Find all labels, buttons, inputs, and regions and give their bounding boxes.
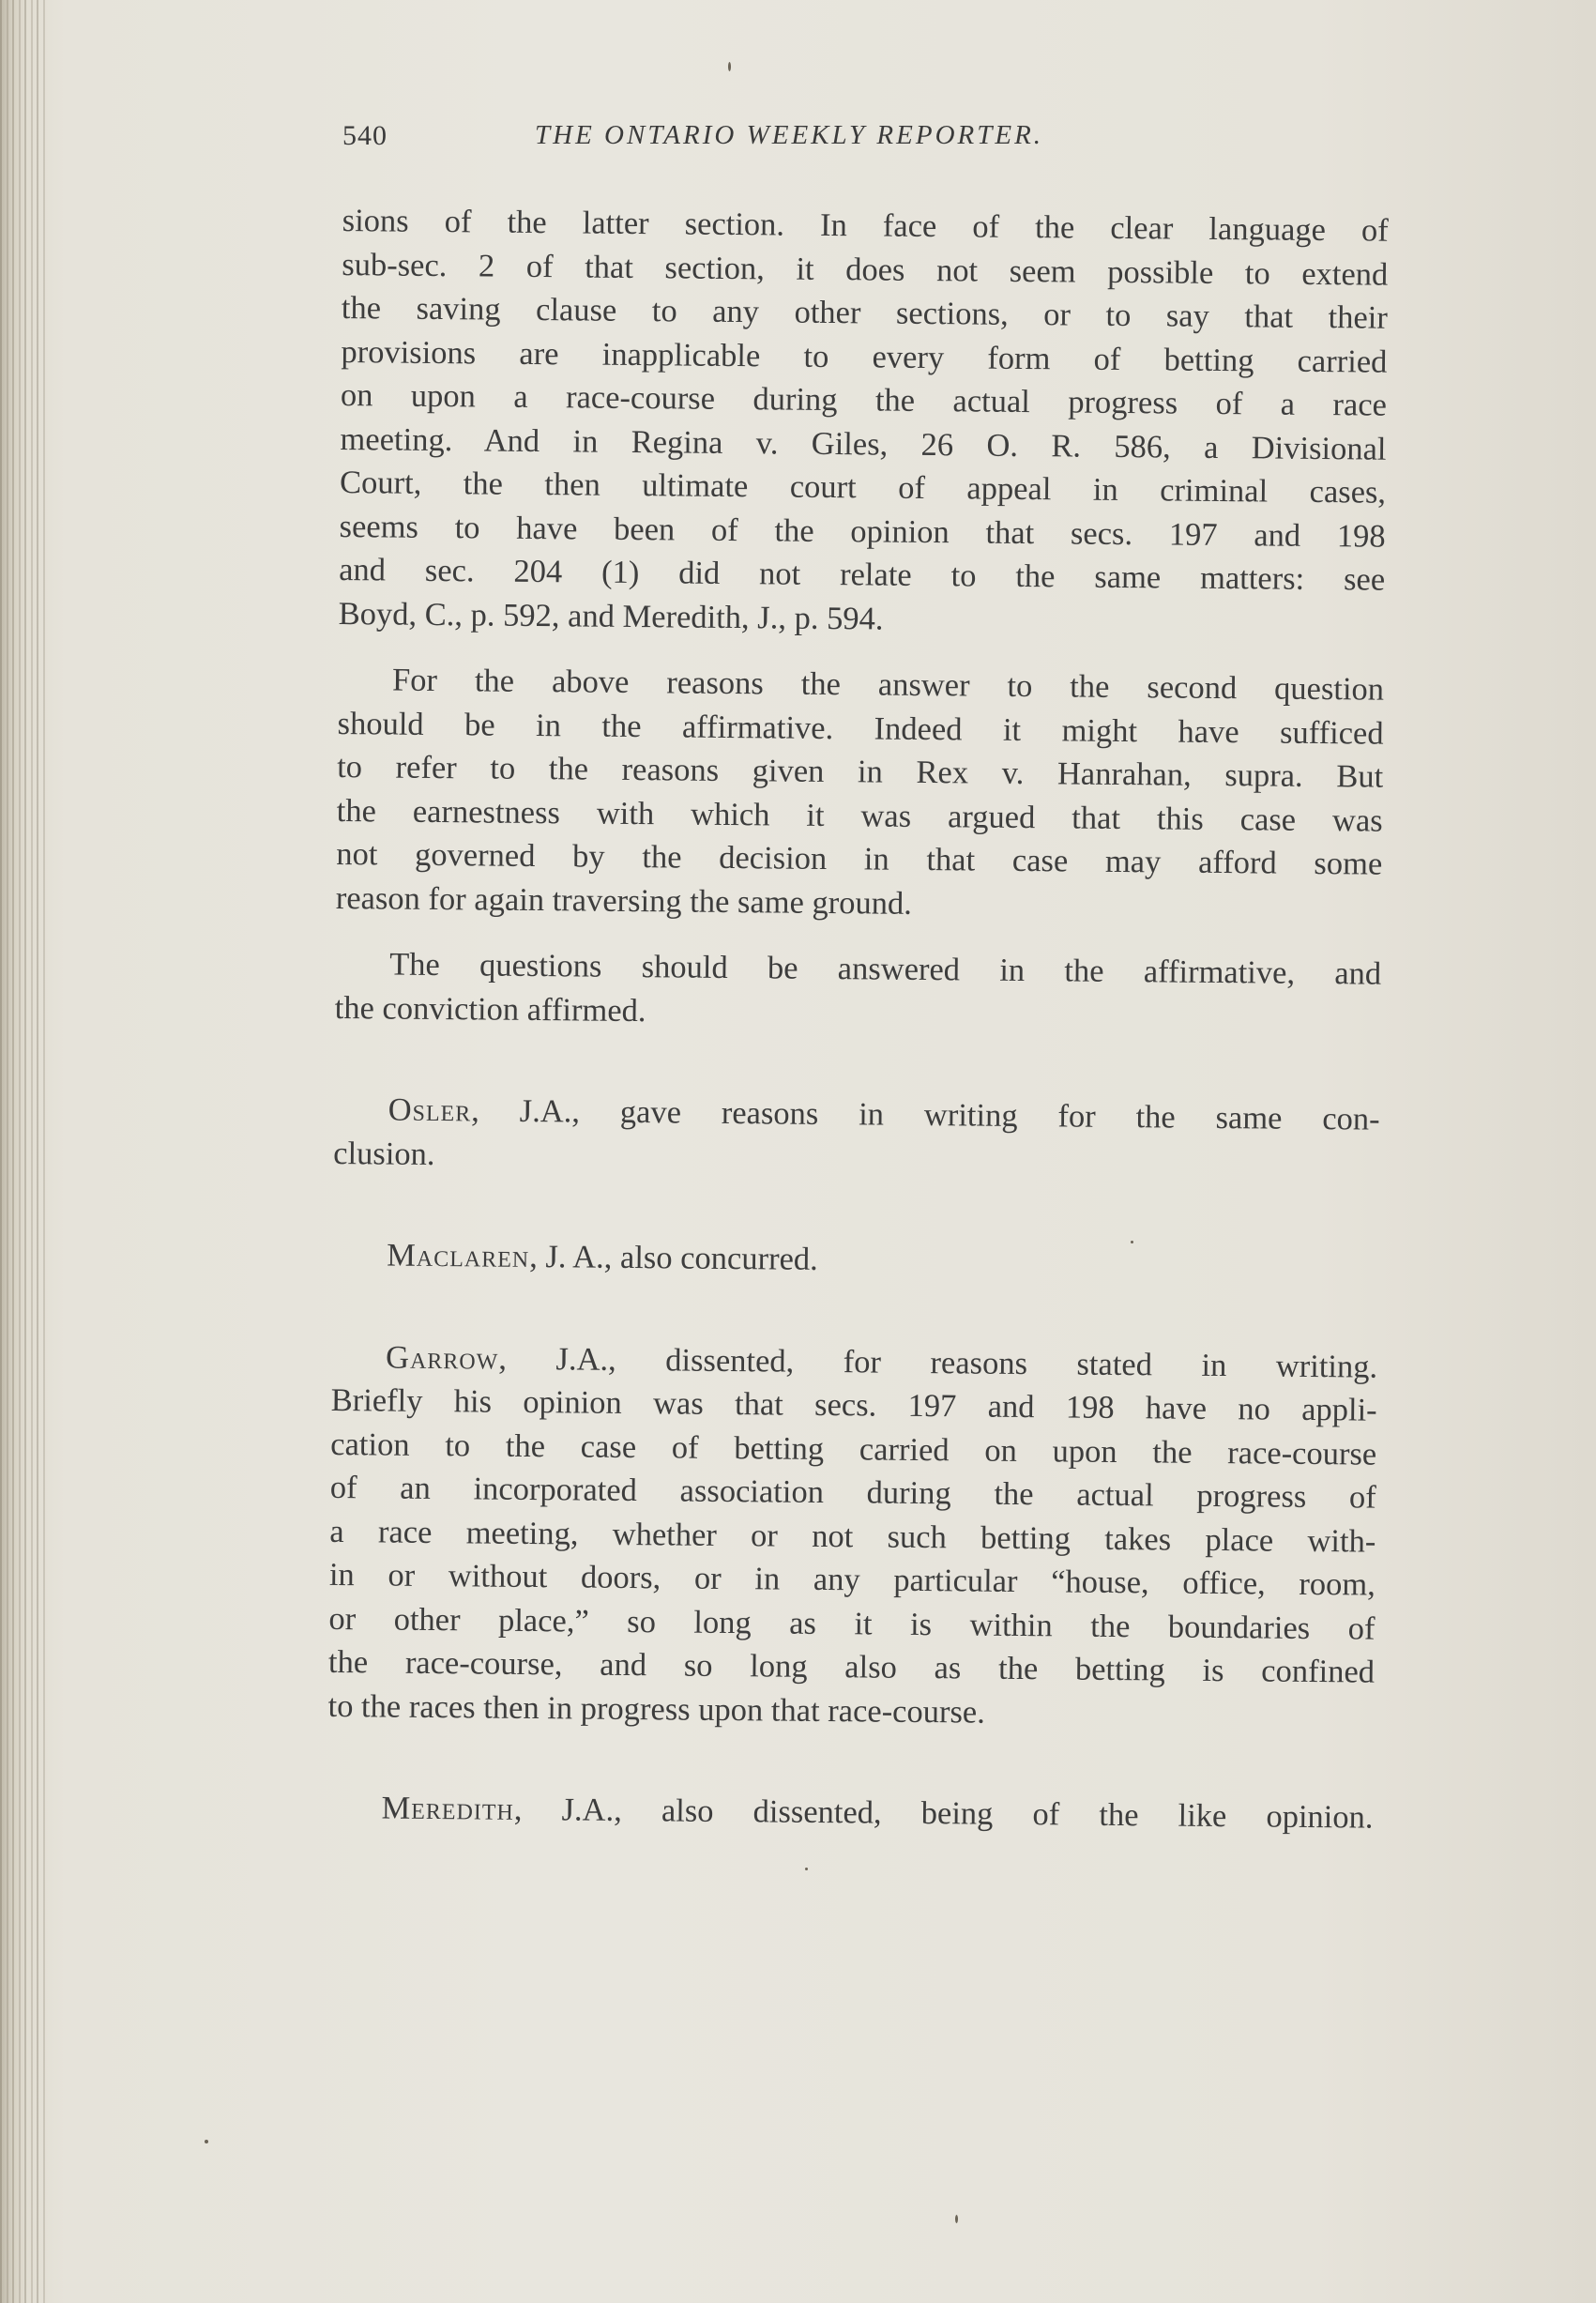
text-line: sub-sec. 2 of that section, it does not seem possible to extend	[342, 246, 1389, 293]
text-line: the saving clause to any other sections, or to say that their	[341, 289, 1389, 336]
text-line: meeting. And in Regina v. Giles, 26 O. R. 586, a Divisional	[340, 420, 1387, 467]
paragraph-garrow	[327, 1335, 1377, 1737]
text-line: Court, the then ultimate court of appeal in criminal cases,	[339, 464, 1387, 511]
paper-speck	[728, 62, 731, 71]
text-line: the race-course, and so long also as the betting is confined	[327, 1643, 1376, 1690]
text-line	[327, 1786, 1373, 1839]
paragraph-conclusion	[335, 942, 1382, 1040]
judge-name: Meredith	[381, 1790, 515, 1827]
paper-speck	[205, 2140, 208, 2143]
page-header	[342, 120, 1168, 167]
text-line: should be in the affirmative. Indeed it might have sufficed	[337, 705, 1384, 752]
paragraph-meredith	[327, 1786, 1373, 1839]
text-line: Boyd, C., p. 592, and Meredith, J., p. 594.	[338, 595, 884, 637]
paragraph-reasons-continued	[339, 199, 1389, 646]
text-line: the conviction affirmed.	[334, 989, 646, 1029]
paper-speck	[1131, 1241, 1133, 1243]
text-line-rest: , J.A., gave reasons in writing for the same con-	[471, 1092, 1380, 1137]
judge-name: Maclaren	[387, 1237, 530, 1274]
paper-speck	[955, 2215, 958, 2223]
text-line-rest: , J.A., also dissented, being of the like opinion.	[513, 1791, 1374, 1836]
text-line: and sec. 204 (1) did not relate to the same matters: see	[339, 551, 1386, 598]
text-line: The questions should be answered in the affirmative, and	[388, 946, 1382, 992]
text-line: cation to the case of betting carried on upon the race-course	[330, 1426, 1377, 1472]
paper-speck	[805, 1868, 808, 1870]
text-line: on upon a race-course during the actual progress of a race	[340, 376, 1388, 423]
page-number: 540	[342, 120, 388, 151]
text-line: For the above reasons the answer to the second question	[391, 662, 1385, 708]
text-line: seems to have been of the opinion that secs. 197 and 198	[339, 508, 1386, 555]
text-line: clusion.	[333, 1135, 435, 1172]
text-line: provisions are inapplicable to every form of betting carried	[341, 333, 1388, 380]
text-line: the earnestness with which it was argued that this case was	[336, 792, 1383, 839]
body-text	[327, 199, 1389, 1839]
text-line-rest: , J.A., dissented, for reasons stated in writing.	[498, 1340, 1378, 1385]
book-spine-edge	[0, 0, 45, 2303]
paragraph-osler	[333, 1088, 1380, 1185]
text-line: to the races then in progress upon that race-course.	[327, 1687, 986, 1731]
text-line: reason for again traversing the same ground.	[335, 879, 913, 922]
text-line: or other place,” so long as it is within the boundaries of	[328, 1600, 1376, 1647]
text-line: Briefly his opinion was that secs. 197 and 198 have no appli-	[330, 1381, 1377, 1428]
text-line: a race meeting, whether or not such betting takes place with-	[329, 1513, 1376, 1560]
text-line: not governed by the decision in that case may afford some	[336, 835, 1383, 882]
paragraph-maclaren	[332, 1233, 1378, 1287]
paragraph-second-question	[336, 658, 1385, 930]
text-line: in or without doors, or in any particular “house, office, room,	[328, 1556, 1376, 1603]
text-line: of an incorporated association during the actual progress of	[329, 1469, 1376, 1516]
text-line	[332, 1233, 1378, 1287]
text-line: sions of the latter section. In face of the clear language of	[342, 202, 1389, 249]
text-line-rest: , J. A., also concurred.	[529, 1238, 818, 1277]
running-head: THE ONTARIO WEEKLY REPORTER.	[535, 120, 1044, 150]
text-line: to refer to the reasons given in Rex v. Hanrahan, supra. But	[337, 748, 1384, 795]
judge-name: Garrow	[385, 1339, 499, 1377]
judge-name: Osler	[388, 1091, 472, 1129]
